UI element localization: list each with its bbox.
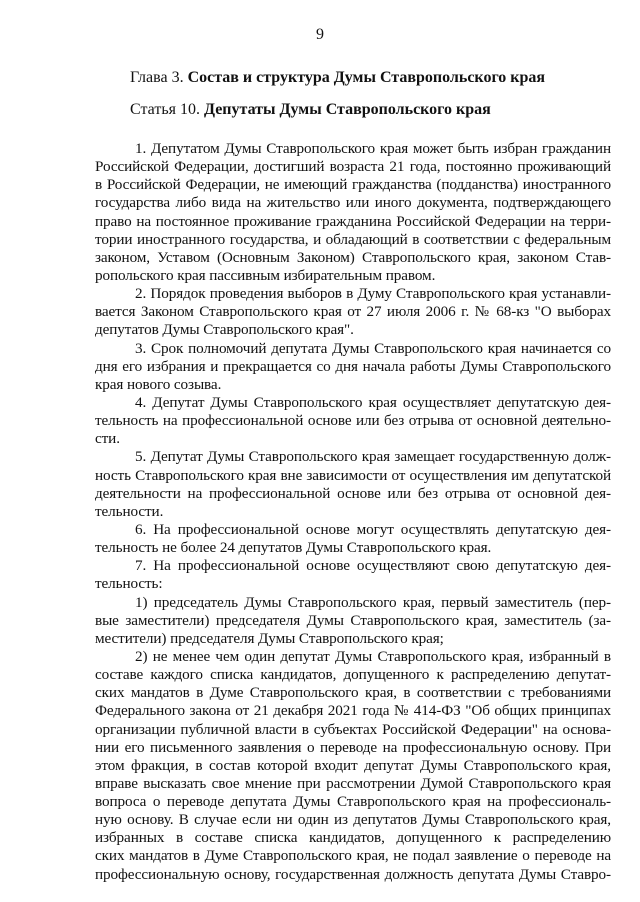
text-line: дня его избрания и прекращается со дня начала работы Думы Ставропольского — [95, 357, 611, 375]
text-line: 2. Порядок проведения выборов в Думу Ставропольского края устанавли- — [135, 285, 611, 303]
text-line: 3. Срок полномочий депутата Думы Ставропольского края начинается со — [135, 339, 611, 357]
text-line: Российской Федерации, достигший возраста 21 года, постоянно проживающий — [95, 158, 611, 176]
text-line: вые заместители) председателя Думы Ставропольского края, заместитель (за- — [95, 611, 611, 629]
text-line: тельности. — [95, 502, 164, 520]
chapter-title: Состав и структура Думы Ставропольского края — [187, 69, 546, 86]
text-line: ную основу. В случае если ни один из депутатов Думы Ставропольского края, — [95, 811, 611, 829]
text-line: 4. Депутат Думы Ставропольского края осуществляет депутатскую дея- — [135, 393, 611, 411]
text-line: деятельности на профессиональной основе или без отрыва от основной дея- — [95, 484, 611, 502]
text-line: тельность не более 24 депутатов Думы Ставропольского края. — [95, 539, 492, 557]
text-line: в Российской Федерации, не имеющий гражданства (подданства) иностранного — [95, 176, 611, 194]
text-line: Федерального закона от 21 декабря 2021 года № 414-ФЗ "Об общих принципах — [95, 702, 611, 720]
text-line: профессиональную основу, государственная должность депутата Думы Ставро- — [95, 865, 611, 883]
text-line: 7. На профессиональной основе осуществляют свою депутатскую дея- — [135, 557, 611, 575]
text-line: составе каждого списка кандидатов, допущенного к распределению депутат- — [95, 666, 611, 684]
article-title: Депутаты Думы Ставропольского края — [203, 101, 491, 118]
text-line: вается Законом Ставропольского края от 27 июля 2006 г. № 68-кз "О выборах — [95, 303, 611, 321]
article-heading — [130, 100, 491, 120]
text-line: сти. — [95, 430, 120, 448]
text-line: 1) председатель Думы Ставропольского края, первый заместитель (пер- — [135, 593, 611, 611]
text-line: ность Ставропольского края вне зависимости от осуществления им депутатской — [95, 466, 611, 484]
text-line: организации публичной власти в субъектах Российской Федерации" на основа- — [95, 720, 611, 738]
text-line: государства либо вида на жительство или иного документа, подтверждающего — [95, 194, 611, 212]
text-line: вправе высказать свое мнение при рассмотрении Думой Ставропольского края — [95, 774, 611, 792]
chapter-number: Глава 3. — [130, 69, 184, 86]
text-line: ропольского края пассивным избирательным правом. — [95, 266, 436, 284]
text-line: 5. Депутат Думы Ставропольского края замещает государственную долж- — [135, 448, 611, 466]
text-line: 1. Депутатом Думы Ставропольского края может быть избран гражданин — [135, 140, 611, 157]
text-line: ских мандатов в Думе Ставропольского края, в соответствии с требованиями — [95, 684, 611, 702]
article-number: Статья 10. — [130, 101, 200, 118]
text-line: ских мандатов в Думе Ставропольского края, не подал заявление о переводе на — [95, 847, 611, 865]
text-line: тории иностранного государства, и обладающий в соответствии с федеральным — [95, 230, 611, 248]
text-line: 2) не менее чем один депутат Думы Ставропольского края, избранный в — [135, 647, 611, 665]
text-line: депутатов Думы Ставропольского края". — [95, 321, 354, 339]
chapter-heading — [130, 68, 545, 88]
text-line: право на постоянное проживание гражданина Российской Федерации на терри- — [95, 212, 611, 230]
article-body — [95, 140, 611, 884]
text-line: местители) председателя Думы Ставропольского края; — [95, 629, 444, 647]
text-line: тельность на профессиональной основе или без отрыва от основной деятельно- — [95, 412, 611, 430]
text-line: нии его письменного заявления о переводе на профессиональную основу. При — [95, 738, 611, 756]
text-line: этом фракция, в состав которой входит депутат Думы Ставропольского края, — [95, 756, 611, 774]
text-line: 6. На профессиональной основе могут осуществлять депутатскую дея- — [135, 520, 611, 538]
text-line: избранных в составе списка кандидатов, допущенного к распределению — [95, 829, 611, 847]
text-line: вопроса о переводе депутата Думы Ставропольского края на профессиональ- — [95, 793, 611, 811]
text-line: края нового созыва. — [95, 375, 222, 393]
text-line: тельность: — [95, 575, 163, 593]
text-line: законом, Уставом (Основным Законом) Ставропольского края, законом Став- — [95, 248, 611, 266]
page-number: 9 — [316, 26, 324, 43]
